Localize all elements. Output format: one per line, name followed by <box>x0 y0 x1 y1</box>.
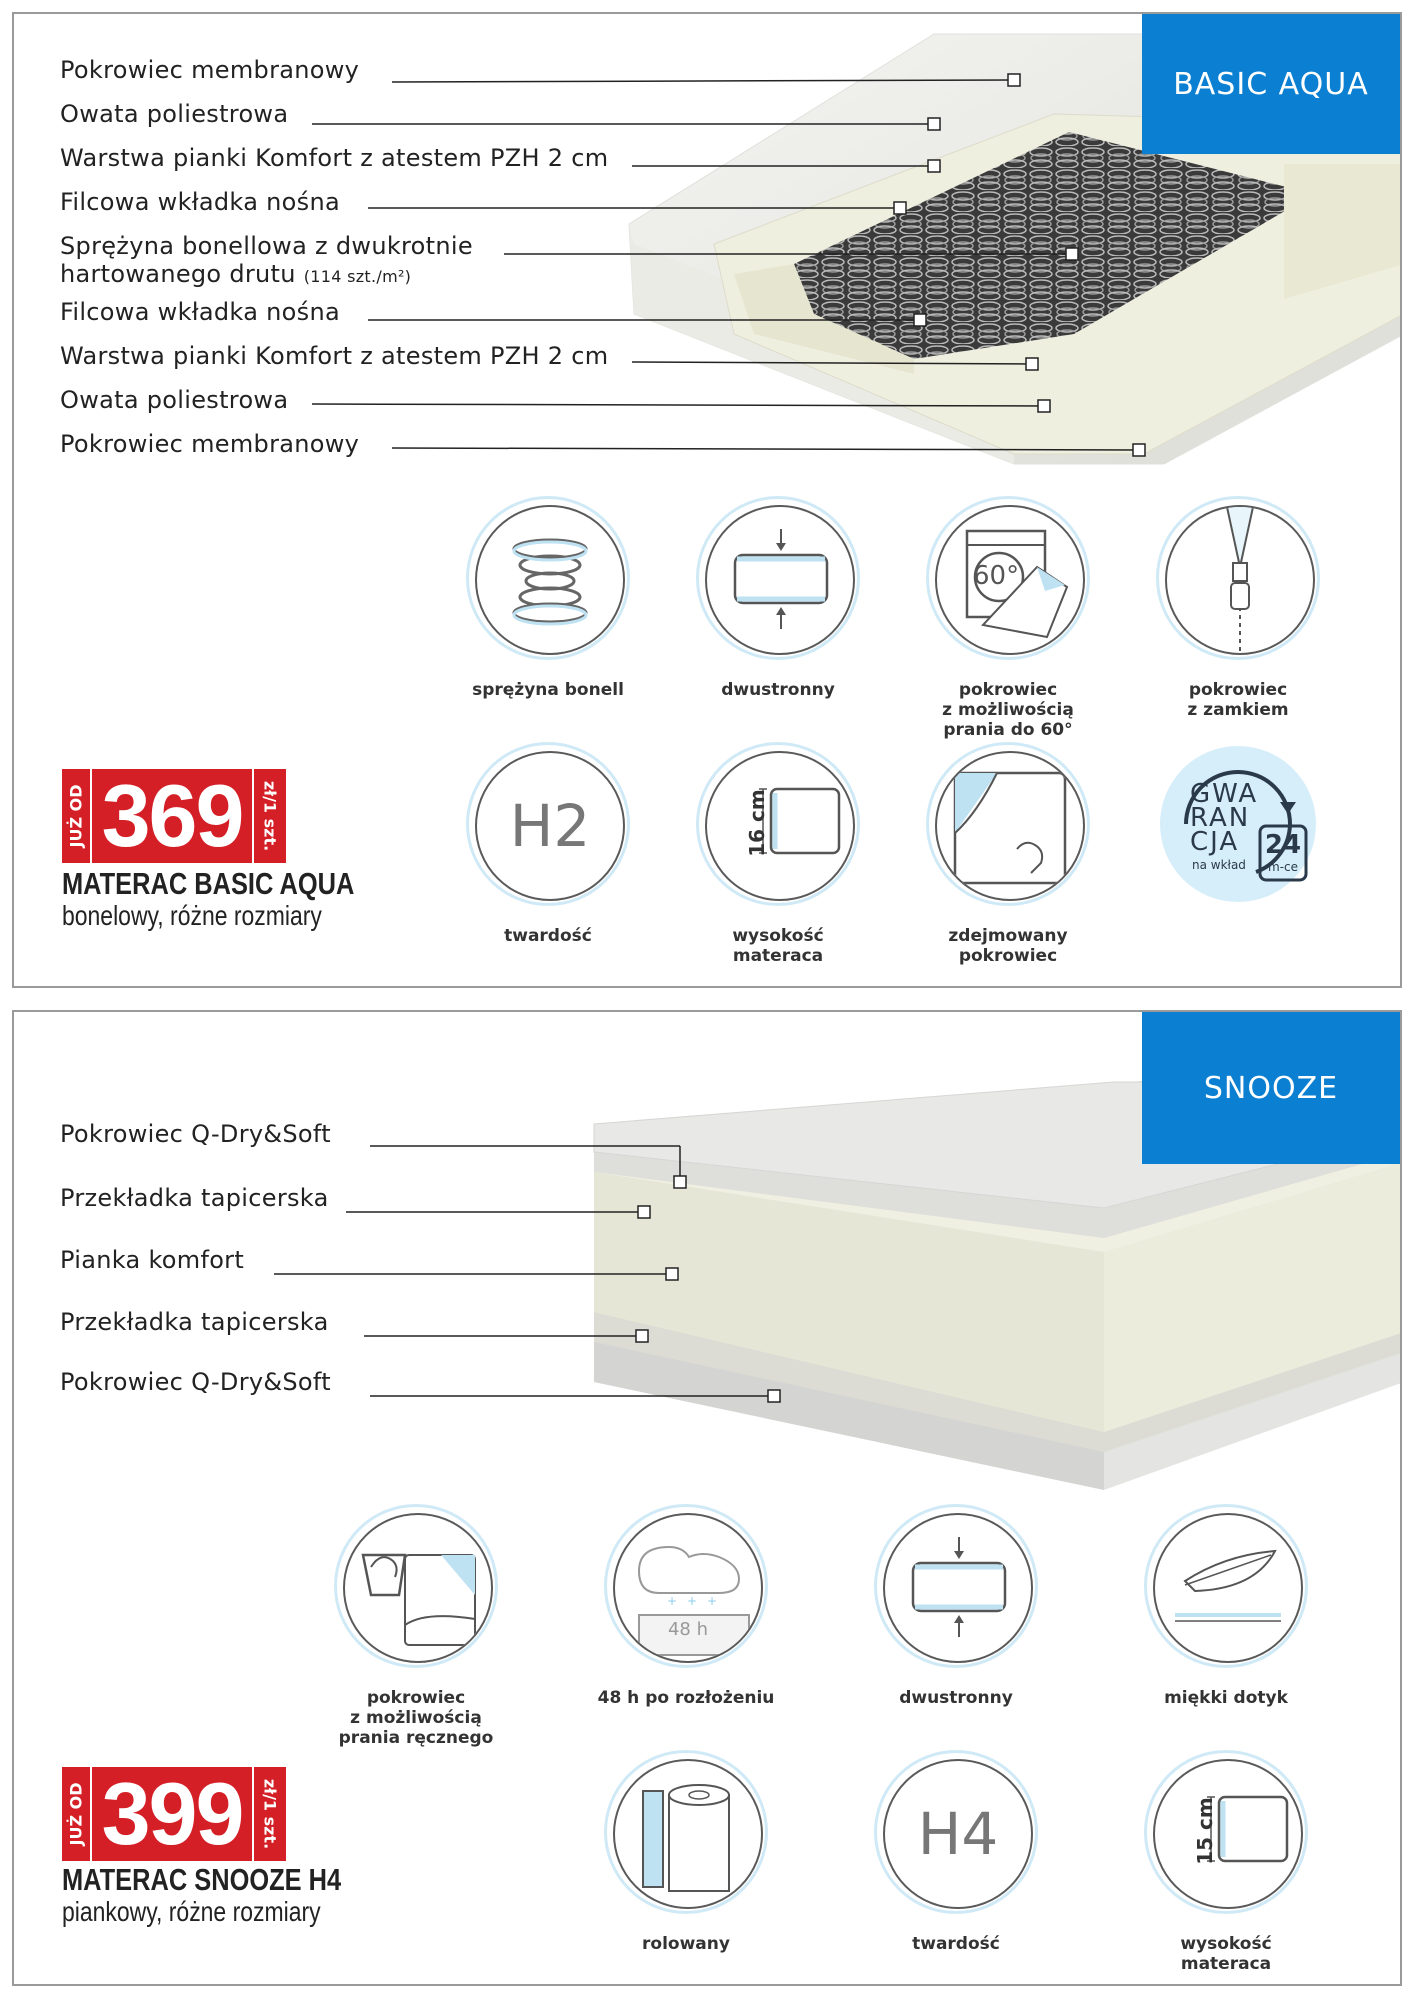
hardness-icon <box>874 1750 1038 1914</box>
feature-label: dwustronny <box>899 1688 1013 1708</box>
hardness-icon-text: H2 <box>509 792 591 860</box>
layer-label: Owata poliestrowa <box>60 100 289 128</box>
feature-label: rolowany <box>642 1934 730 1954</box>
warranty-months: 24 <box>1264 830 1302 860</box>
feature-label: sprężyna bonell <box>472 680 624 700</box>
hardness-icon <box>466 742 630 906</box>
spring-icon <box>466 496 630 660</box>
layer-label: Przekładka tapicerska <box>60 1184 329 1212</box>
height-icon <box>1144 1750 1308 1914</box>
layer-label: Warstwa pianki Komfort z atestem PZH 2 cm <box>60 144 609 172</box>
feature-label: wysokość materaca <box>732 926 824 966</box>
height-icon-text: 16 cm <box>744 789 769 857</box>
callout-marker <box>1026 358 1038 370</box>
price-value: 399 <box>92 1767 252 1861</box>
price-prefix: JUŻ OD <box>66 1782 86 1846</box>
warranty-sub: na wkład <box>1192 858 1246 872</box>
removable-cover-icon <box>926 742 1090 906</box>
price-prefix-box <box>62 1767 90 1861</box>
callout-marker <box>674 1176 686 1188</box>
product-name: MATERAC SNOOZE H4 <box>62 1862 342 1897</box>
product-name: MATERAC BASIC AQUA <box>62 866 355 901</box>
price-unit: zł/1 szt. <box>260 1778 280 1850</box>
snooze-tag: SNOOZE <box>1142 1012 1400 1164</box>
height-icon-text: 15 cm <box>1192 1797 1217 1865</box>
warranty-unit: m-ce <box>1268 860 1298 874</box>
48h-icon-text: 48 h <box>667 1619 709 1640</box>
feature-label: 48 h po rozłożeniu <box>597 1688 775 1708</box>
layer-label: Pianka komfort <box>60 1246 245 1274</box>
layer-label: Owata poliestrowa <box>60 386 289 414</box>
callout-marker <box>1066 248 1078 260</box>
feature-label: pokrowiec z możliwością prania do 60° <box>942 680 1074 740</box>
feature-label: pokrowiec z zamkiem <box>1187 680 1289 720</box>
price-unit: zł/1 szt. <box>260 780 280 852</box>
product-subtitle: piankowy, różne rozmiary <box>62 1896 321 1927</box>
callout-marker <box>928 160 940 172</box>
double-sided-icon <box>874 1504 1038 1668</box>
callout-marker <box>636 1330 648 1342</box>
callout-marker <box>666 1268 678 1280</box>
feature-label: zdejmowany pokrowiec <box>948 926 1068 966</box>
price-value: 369 <box>92 769 252 863</box>
warranty-text <box>1190 779 1259 857</box>
callout-marker <box>914 314 926 326</box>
callout-marker <box>1133 444 1145 456</box>
feature-label: miękki dotyk <box>1164 1688 1288 1708</box>
callout-marker <box>894 202 906 214</box>
callout-marker <box>928 118 940 130</box>
layer-label: Filcowa wkładka nośna <box>60 188 340 216</box>
callout-marker <box>1038 400 1050 412</box>
svg-text:+: + <box>667 1594 678 1608</box>
price-prefix-box <box>62 769 90 863</box>
washable-60-icon <box>926 496 1090 660</box>
feature-label: twardość <box>504 926 592 946</box>
warranty-line2: RAN <box>1190 803 1251 833</box>
hand-wash-icon <box>334 1504 498 1668</box>
feather-icon <box>1144 1504 1308 1668</box>
zipper-icon <box>1156 496 1320 660</box>
hardness-icon-text: H4 <box>917 1800 999 1868</box>
svg-text:+: + <box>687 1594 698 1608</box>
basic-aqua-panel <box>12 12 1402 988</box>
layer-label-line1: Sprężyna bonellowa z dwukrotnie <box>60 232 473 260</box>
feature-label: dwustronny <box>721 680 835 700</box>
callout-marker <box>638 1206 650 1218</box>
height-icon <box>696 742 860 906</box>
feature-label: pokrowiec z możliwością prania ręcznego <box>338 1688 494 1748</box>
product-subtitle: bonelowy, różne rozmiary <box>62 900 322 931</box>
layer-label-spring <box>60 232 473 291</box>
callout-marker <box>1008 74 1020 86</box>
price-unit-box <box>254 1767 286 1861</box>
layer-label: Pokrowiec Q-Dry&Soft <box>60 1368 331 1396</box>
basic-aqua-price <box>62 766 302 865</box>
warranty-badge <box>1156 742 1320 906</box>
callout-marker <box>768 1390 780 1402</box>
warranty-line1: GWA <box>1190 779 1259 809</box>
price-prefix: JUŻ OD <box>66 784 86 848</box>
price-unit-box <box>254 769 286 863</box>
basic-aqua-tag: BASIC AQUA <box>1142 14 1400 154</box>
washable-60-icon-text: 60° <box>973 561 1020 591</box>
rolled-icon <box>604 1750 768 1914</box>
feature-label: twardość <box>912 1934 1000 1954</box>
layer-label: Przekładka tapicerska <box>60 1308 329 1336</box>
double-sided-icon <box>696 496 860 660</box>
48h-icon <box>604 1504 768 1668</box>
feature-label: wysokość materaca <box>1180 1934 1272 1974</box>
layer-label: Filcowa wkładka nośna <box>60 298 340 326</box>
layer-label-line2: hartowanego drutu <box>60 260 296 288</box>
snooze-price <box>62 1764 302 1863</box>
layer-label: Pokrowiec membranowy <box>60 56 360 84</box>
layer-label: Warstwa pianki Komfort z atestem PZH 2 cm <box>60 342 609 370</box>
svg-text:+: + <box>707 1594 718 1608</box>
layer-label-note: (114 szt./m²) <box>303 267 412 286</box>
layer-label: Pokrowiec Q-Dry&Soft <box>60 1120 331 1148</box>
warranty-line3: CJA <box>1190 827 1240 857</box>
snooze-panel <box>12 1010 1402 1986</box>
layer-label: Pokrowiec membranowy <box>60 430 360 458</box>
